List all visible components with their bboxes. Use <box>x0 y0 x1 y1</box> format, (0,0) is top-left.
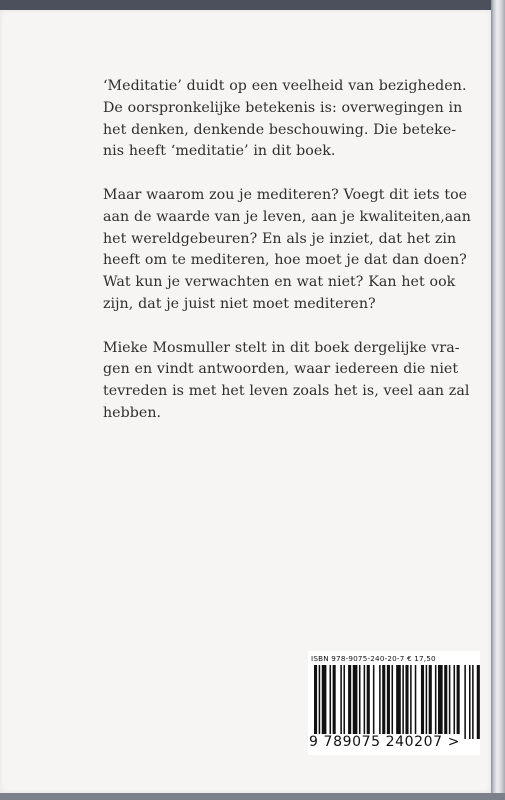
paragraph-2 <box>103 185 471 316</box>
text-line: aan de waarde van je leven, aan je kwaliteiten,aan <box>103 208 471 225</box>
text-line: zijn, dat je juist niet moet mediteren? <box>103 295 376 312</box>
barcode-number: 9 789075 240207 > <box>309 734 461 750</box>
text-line: hebben. <box>103 404 162 421</box>
text-line: Maar waarom zou je mediteren? Voegt dit iets toe <box>103 186 468 203</box>
text-line: gen en vindt antwoorden, waar iedereen die niet <box>103 361 459 378</box>
barcode-icon <box>308 665 480 739</box>
text-line: ‘Meditatie’ duidt op een veelheid van bezigheden. <box>103 78 467 94</box>
barcode-block <box>308 651 480 755</box>
text-line: het denken, denkende beschouwing. Die beteke- <box>103 121 457 138</box>
text-line: tevreden is met het leven zoals het is, veel aan zal <box>103 383 470 400</box>
paragraph-1 <box>103 76 467 163</box>
bottom-edge <box>0 793 505 800</box>
top-edge <box>0 0 505 10</box>
book-spine-edge <box>491 0 505 800</box>
text-line: Wat kun je verwachten en wat niet? Kan het ook <box>103 274 456 291</box>
text-line: het wereldgebeuren? En als je inziet, dat het zin <box>103 230 457 247</box>
text-line: heeft om te mediteren, hoe moet je dat dan doen? <box>103 252 467 269</box>
paragraph-3 <box>103 338 470 425</box>
text-line: De oorspronkelijke betekenis is: overwegingen in <box>103 99 463 116</box>
isbn-price-label: ISBN 978-9075-240-20-7 € 17,50 <box>311 654 436 663</box>
back-cover <box>0 10 491 793</box>
blurb-text <box>103 76 471 447</box>
text-line: nis heeft ‘meditatie’ in dit boek. <box>103 143 336 160</box>
text-line: Mieke Mosmuller stelt in dit boek dergelijke vra- <box>103 339 460 356</box>
